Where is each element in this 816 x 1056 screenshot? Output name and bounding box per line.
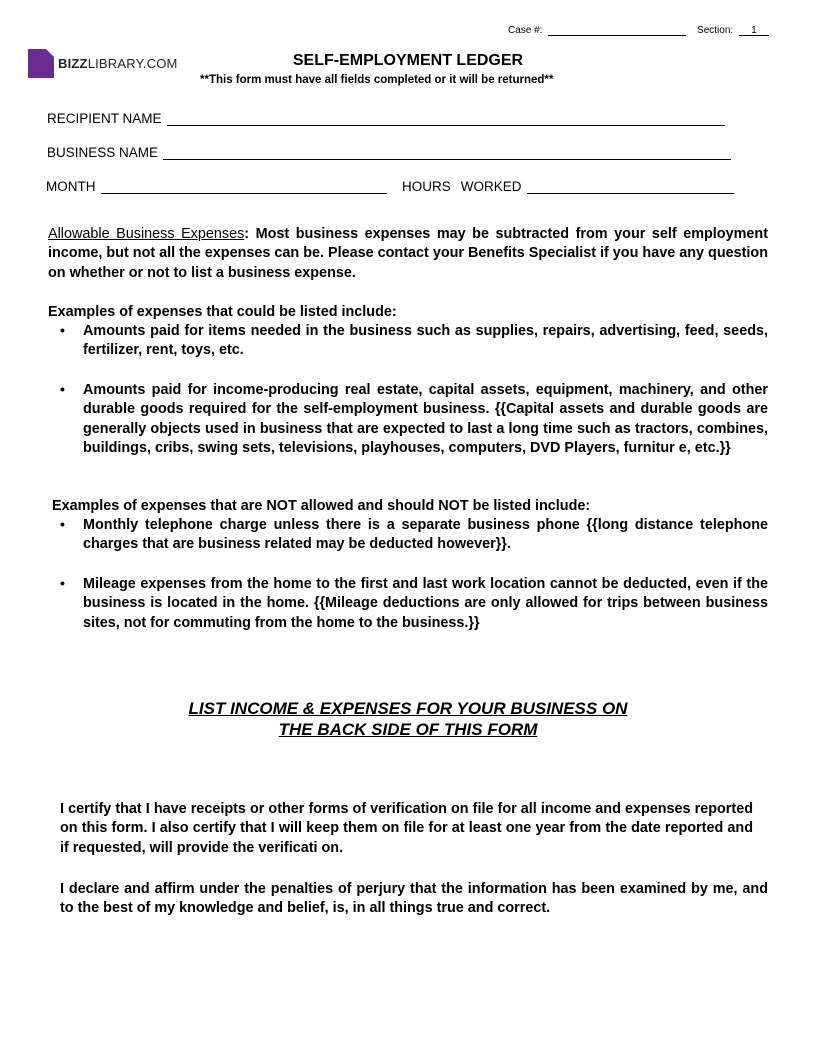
allowable-text: : Most business expenses may be subtracted from your self employment income, but not all the expenses can be. Please contact your Benefits Specialist if you have any question on whether or not to list a business expense. [48, 226, 768, 281]
section-label: Section: [697, 25, 734, 36]
not-allowed-item-2: Mileage expenses from the home to the first and last work location cannot be deducted, even if the business is located in the home. {{Mileage deductions are only allowed for trips between business sites, not for commuting from the home to the business.}} [83, 576, 768, 631]
not-allowed-examples-heading: Examples of expenses that are NOT allowed and should NOT be listed include: [52, 498, 591, 514]
certification-paragraph: I certify that I have receipts or other forms of verification on file for all income and expenses reported on this form. I also certify that I will keep them on file for at least one year from the date reported and if requested, will provide the verificati on. [60, 801, 753, 856]
page-title: SELF-EMPLOYMENT LEDGER [292, 52, 524, 69]
case-number-field[interactable] [548, 25, 686, 36]
back-side-instruction-line-1: LIST INCOME & EXPENSES FOR YOUR BUSINESS ON [188, 699, 628, 718]
bullet-icon: • [60, 516, 65, 532]
section-value: 1 [751, 25, 757, 36]
hours-label: HOURS [402, 179, 451, 194]
allowed-examples-heading: Examples of expenses that could be listed include: [48, 304, 397, 320]
month-label: MONTH [46, 179, 96, 194]
hours-worked-row [402, 179, 734, 194]
completion-notice: **This form must have all fields completed or it will be returned** [200, 74, 554, 86]
bullet-icon: • [60, 381, 65, 397]
allowable-heading: Allowable Business Expenses [48, 226, 245, 242]
case-section-row [508, 25, 769, 36]
bullet-icon: • [60, 322, 65, 338]
month-row [46, 179, 387, 194]
recipient-name-row [47, 111, 725, 126]
logo-text: BIZZLIBRARY.COM [58, 56, 178, 71]
allowed-item-1: Amounts paid for items needed in the business such as supplies, repairs, advertising, feed, seeds, fertilizer, rent, toys, etc. [83, 323, 768, 359]
recipient-name-field[interactable] [167, 111, 725, 126]
back-side-instruction-line-2: THE BACK SIDE OF THIS FORM [278, 720, 538, 739]
case-label: Case #: [508, 25, 543, 36]
hours-worked-field[interactable] [527, 179, 734, 194]
section-field[interactable] [739, 25, 769, 36]
month-field[interactable] [101, 179, 387, 194]
business-name-row [47, 145, 731, 160]
not-allowed-item-1: Monthly telephone charge unless there is a separate business phone {{long distance telephone charges that are business related may be deducted however}}. [83, 517, 768, 553]
declaration-paragraph: I declare and affirm under the penalties of perjury that the information has been examined by me, and to the best of my knowledge and belief, is, in all things true and correct. [60, 881, 768, 917]
recipient-name-label: RECIPIENT NAME [47, 111, 162, 126]
allowed-item-2: Amounts paid for income-producing real estate, capital assets, equipment, machinery, and other durable goods required for the self-employment business. {{Capital assets and durable goods are generally objects used in business that are expected to last a long time such as tractors, combines, buildings, cribs, swing sets, televisions, playhouses, computers, DVD Players, furnitur e, etc.}} [83, 382, 768, 456]
worked-label: WORKED [460, 179, 522, 194]
allowable-expenses-paragraph [48, 225, 768, 283]
business-name-label: BUSINESS NAME [47, 145, 159, 160]
business-name-field[interactable] [163, 145, 731, 160]
bullet-icon: • [60, 575, 65, 591]
